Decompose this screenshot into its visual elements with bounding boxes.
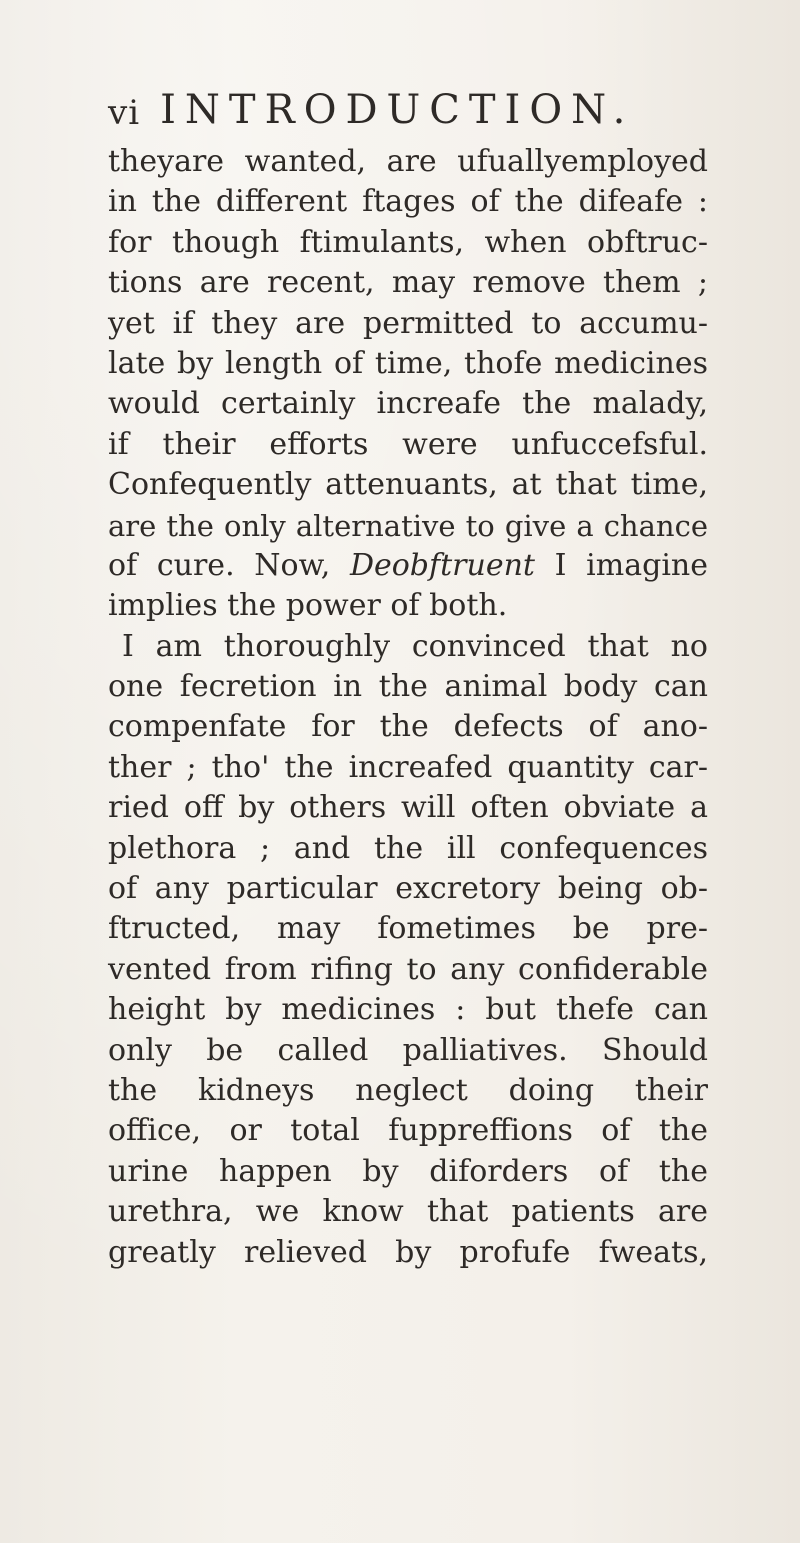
text-line: late by length of time, thofe medicines — [108, 345, 708, 381]
text-segment: I imagine — [534, 547, 708, 583]
text-line: plethora ; and the ill confequences — [108, 830, 708, 866]
text-line: would certainly increafe the malady, — [108, 386, 708, 422]
running-head: INTRODUCTION. — [160, 87, 635, 133]
text-line: the kidneys neglect doing their — [108, 1072, 708, 1108]
text-line-with-italic — [108, 546, 708, 586]
page-header — [108, 80, 708, 133]
text-line: one fecretion in the animal body can — [108, 669, 708, 705]
text-line: ther ; tho' the increafed quantity car- — [108, 749, 708, 785]
text-line: urine happen by diforders of the — [108, 1153, 708, 1189]
text-line: ftructed, may fometimes be pre- — [108, 911, 708, 947]
text-line: compenfate for the defects of ano- — [108, 709, 708, 745]
text-line: yet if they are permitted to accumu- — [108, 305, 708, 341]
text-line: theyare wanted, are ufuallyemployed — [108, 144, 708, 179]
text-line: in the different ftages of the difeafe : — [108, 184, 708, 220]
text-line: height by medicines : but thefe can — [108, 992, 708, 1028]
text-line: of any particular excretory being ob- — [108, 871, 708, 907]
text-line: tions are recent, may remove them ; — [108, 265, 708, 301]
italic-term: Deobftruent — [349, 547, 535, 583]
text-line: only be called palliatives. Should — [108, 1032, 708, 1068]
text-line: greatly relieved by profufe fweats, — [108, 1234, 708, 1270]
text-line: Confequently attenuants, at that time, — [108, 467, 708, 503]
text-line: ried off by others will often obviate a — [108, 790, 708, 826]
body-text — [108, 142, 708, 1273]
text-segment: of cure. Now, — [108, 547, 350, 583]
text-line: for though ftimulants, when obftruc- — [108, 224, 708, 260]
paragraph-start-line: I am thoroughly convinced that no — [122, 628, 708, 664]
text-line: office, or total fuppreffions of the — [108, 1113, 708, 1149]
text-line: if their efforts were unfuccefsful. — [108, 426, 708, 462]
page-number: vi — [108, 93, 141, 133]
text-line: implies the power of both. — [108, 588, 508, 624]
text-line: urethra, we know that patients are — [108, 1194, 708, 1230]
text-line: are the only alternative to give a chance — [108, 508, 708, 543]
text-line: vented from rifing to any confiderable — [108, 951, 708, 987]
